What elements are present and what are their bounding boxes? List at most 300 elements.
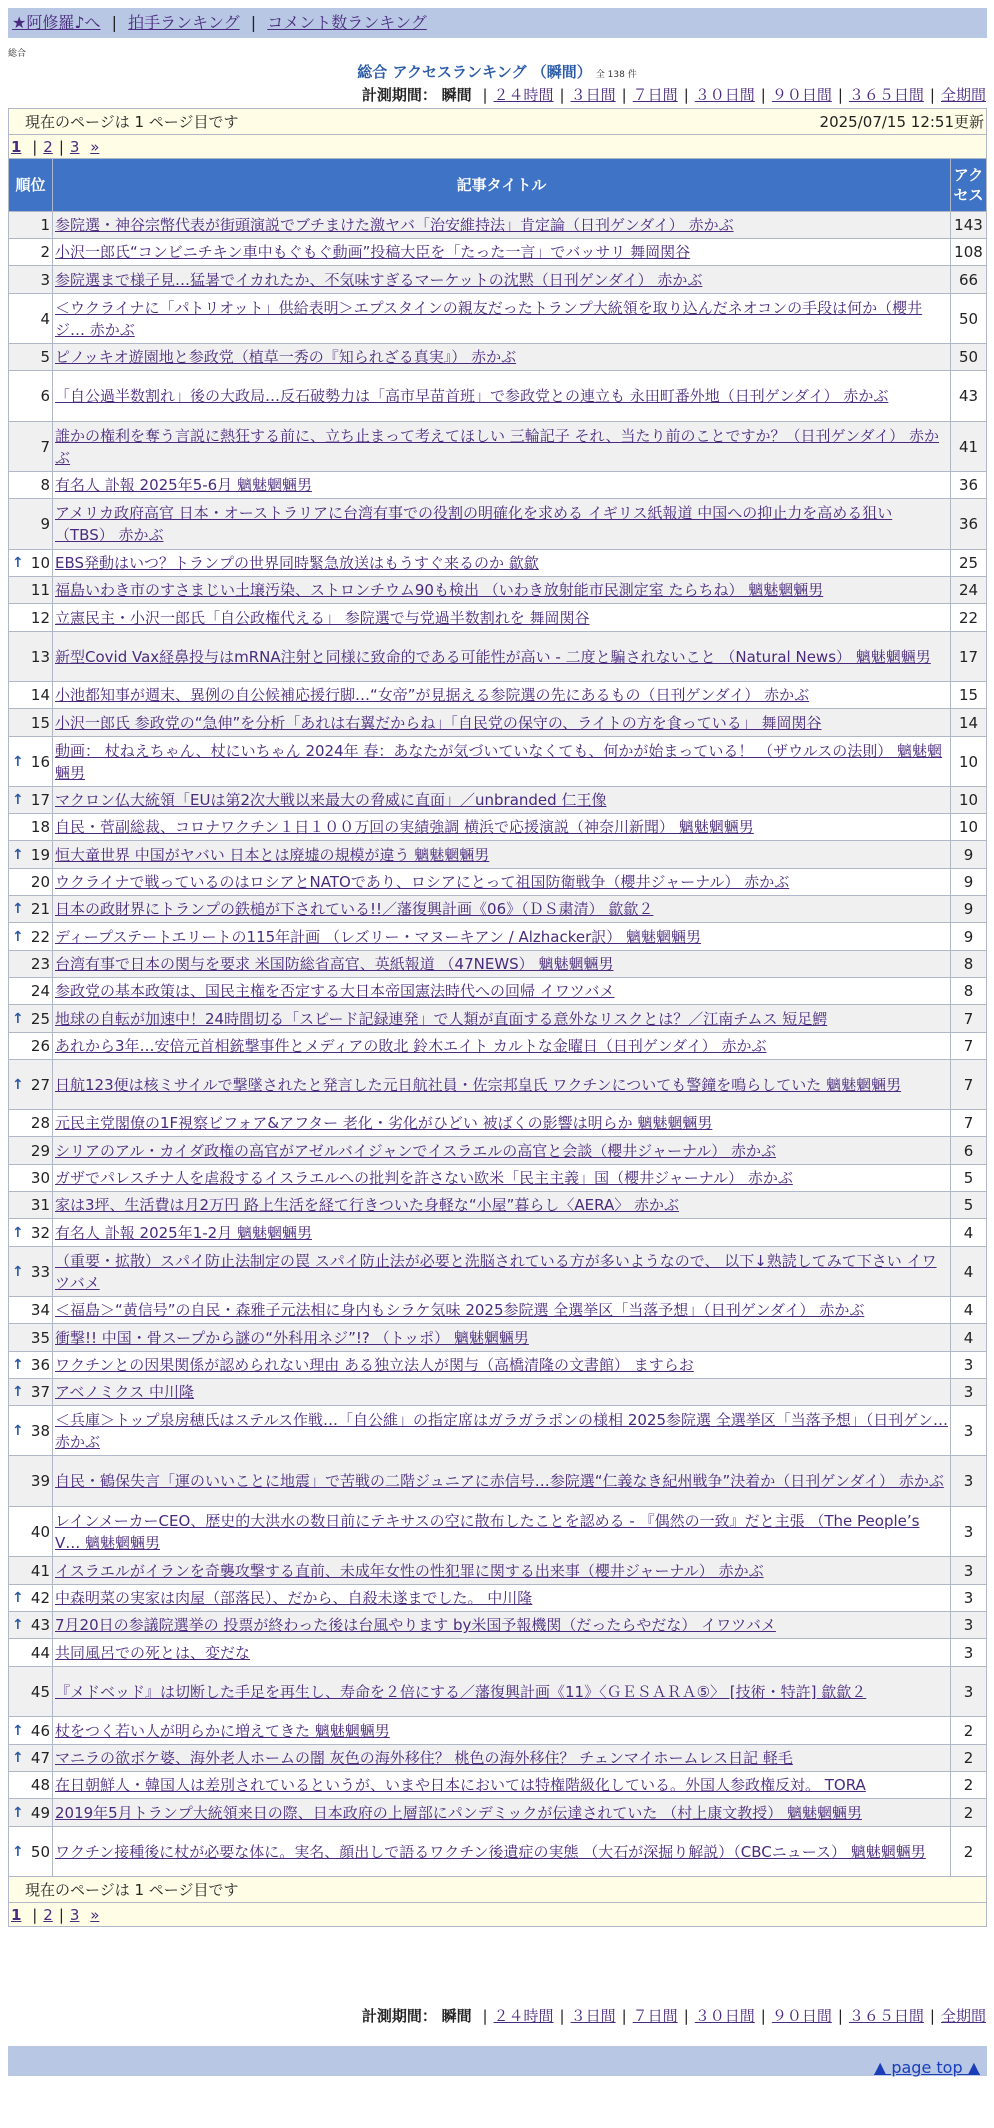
- table-row: [9, 1667, 987, 1717]
- access-count: 36: [951, 472, 987, 499]
- title-cell: [53, 896, 951, 923]
- ranking-rows: [9, 212, 987, 1877]
- rank-number: 4: [40, 309, 50, 328]
- article-title-link[interactable]: ＜ウクライナに「パトリオット」供給表明＞エプスタインの親友だったトランプ大統領を取り込んだネオコンの手段は何か（櫻井ジ… 赤かぶ: [55, 298, 923, 339]
- table-row: [9, 841, 987, 869]
- article-title-link[interactable]: 7月20日の参議院選挙の 投票が終わった後は台風やります by米国予報機関（だったらやだな） イワツバメ: [55, 1616, 776, 1634]
- title-cell: [53, 499, 951, 550]
- period-option-link[interactable]: ９０日間: [771, 2007, 832, 2025]
- period-separator: |: [683, 2007, 689, 2025]
- article-title-link[interactable]: アメリカ政府高官 日本・オーストラリアに台湾有事での役割の明確化を求める イギリス紙報道 中国への抑止力を高める狙い（TBS） 赤かぶ: [55, 504, 893, 544]
- title-cell: [53, 1192, 951, 1219]
- title-cell: [53, 1247, 951, 1297]
- rank-up-arrow-icon: ↑: [12, 1357, 24, 1373]
- pager-row: [9, 135, 987, 159]
- rank-cell: [9, 787, 53, 814]
- rank-cell: [9, 499, 53, 550]
- period-option-link[interactable]: ３日間: [570, 86, 616, 104]
- title-cell: [53, 1456, 951, 1507]
- rank-number: 28: [30, 1114, 50, 1132]
- title-cell: [53, 841, 951, 869]
- title-cell: [53, 294, 951, 344]
- article-title-link[interactable]: 衝撃!! 中国・骨スープから謎の“外科用ネジ”!? （トッポ） 魑魅魍魎男: [55, 1328, 529, 1347]
- title-cell: [53, 923, 951, 951]
- article-title-link[interactable]: 小池都知事が週末、異例の自公候補応援行脚…“女帝”が見据える参院選の先にあるもの（日刊ゲンダイ） 赤かぶ: [55, 686, 810, 704]
- pager-separator: |: [32, 137, 38, 156]
- access-count: 17: [951, 632, 987, 682]
- title-cell: [53, 709, 951, 737]
- table-row: [9, 1406, 987, 1456]
- access-count: 7: [951, 1005, 987, 1033]
- top-nav-bar: [8, 8, 987, 38]
- title-cell: [53, 422, 951, 472]
- access-count: 4: [951, 1247, 987, 1297]
- pager-page-link[interactable]: 2: [43, 1905, 53, 1924]
- article-title-link[interactable]: 立憲民主・小沢一郎氏「自公政権代える」 参院選で与党過半数割れを 舞岡関谷: [55, 608, 590, 627]
- title-cell: [53, 577, 951, 604]
- period-option-link[interactable]: ２４時間: [493, 86, 554, 104]
- access-count: 10: [951, 814, 987, 841]
- access-count: 3: [951, 1352, 987, 1379]
- rank-cell: [9, 709, 53, 737]
- rank-cell: [9, 577, 53, 604]
- article-title-link[interactable]: ピノッキオ遊園地と参政党（植草一秀の『知られざる真実』） 赤かぶ: [55, 348, 517, 366]
- title-cell: [53, 604, 951, 632]
- access-count: 3: [951, 1585, 987, 1612]
- article-title-link[interactable]: 福島いわき市のすさまじい土壌汚染、ストロンチウム90も検出 （いわき放射能市民測定室 たらちね） 魑魅魍魎男: [55, 581, 824, 599]
- title-cell: [53, 1557, 951, 1585]
- title-cell: [53, 1219, 951, 1247]
- access-count: 2: [951, 1799, 987, 1827]
- rank-number: 42: [30, 1589, 50, 1607]
- period-separator: |: [621, 2007, 627, 2025]
- pager-page-link[interactable]: 3: [69, 1905, 80, 1924]
- rank-number: 22: [30, 927, 50, 946]
- title-cell: [53, 1667, 951, 1717]
- rank-cell: [9, 1192, 53, 1219]
- page-title: [0, 61, 994, 82]
- table-row: [9, 1557, 987, 1585]
- article-title-link[interactable]: ウクライナで戦っているのはロシアとNATOであり、ロシアにとって祖国防衛戦争（櫻井ジャーナル） 赤かぶ: [55, 873, 790, 891]
- article-title-link[interactable]: マクロン仏大統領「EUは第2次大戦以来最大の脅威に直面」／unbranded 仁王像: [55, 791, 607, 809]
- access-count: 5: [951, 1165, 987, 1192]
- table-row: [9, 266, 987, 294]
- title-cell: [53, 814, 951, 841]
- article-title-link[interactable]: 元民主党閣僚の1F視察ビフォア&アフター 老化・劣化がひどい 被ばくの影響は明らか 魑魅魍魎男: [55, 1114, 713, 1132]
- access-count: 8: [951, 951, 987, 978]
- rank-cell: [9, 1507, 53, 1557]
- rank-cell: [9, 212, 53, 239]
- rank-number: 8: [40, 476, 50, 494]
- article-title-link[interactable]: ＜福島＞“黄信号”の自民・森雅子元法相に身内もシラケ気味 2025参院選 全選挙区「当落予想」（日刊ゲンダイ） 赤かぶ: [55, 1301, 865, 1319]
- article-title-link[interactable]: EBS発動はいつ？トランプの世界同時緊急放送はもうすぐ来るのか 歙歙: [55, 554, 539, 572]
- access-count: 3: [951, 1507, 987, 1557]
- article-title-link[interactable]: （重要・拡散）スパイ防止法制定の罠 スパイ防止法が必要と洗脳されている方が多いようなので、 以下↓熟読してみて下さい イワツバメ: [55, 1251, 937, 1292]
- title-cell: [53, 1352, 951, 1379]
- rank-up-arrow-icon: ↑: [12, 1804, 24, 1821]
- pager-next-bottom[interactable]: »: [90, 1905, 100, 1924]
- article-title-link[interactable]: 動画： 杖ねえちゃん、杖にいちゃん 2024年 春：あなたが気づいていなくても、何かが始まっている！ （ザウルスの法則） 魑魅魍魎男: [55, 741, 943, 782]
- current-page-text: 現在のページは 1 ページ目です: [25, 113, 239, 131]
- table-row: [9, 1060, 987, 1110]
- period-options: [476, 2007, 986, 2025]
- title-cell: [53, 371, 951, 422]
- rank-cell: [9, 1717, 53, 1745]
- article-title-link[interactable]: 有名人 訃報 2025年5-6月 魑魅魍魎男: [55, 476, 312, 494]
- rank-number: 7: [40, 437, 50, 456]
- rank-cell: [9, 896, 53, 923]
- access-count: 4: [951, 1219, 987, 1247]
- rank-number: 6: [40, 387, 50, 405]
- title-cell: [53, 1137, 951, 1165]
- article-title-link[interactable]: 参政党の基本政策は、国民主権を否定する大日本帝国憲法時代への回帰 イワツバメ: [55, 982, 615, 1000]
- access-count: 3: [951, 1379, 987, 1406]
- table-row: [9, 422, 987, 472]
- article-title-link[interactable]: ディープステートエリートの115年計画 （レズリー・マヌーキアン / Alzhacker訳） 魑魅魍魎男: [55, 927, 702, 946]
- access-count: 9: [951, 896, 987, 923]
- title-cell: [53, 212, 951, 239]
- rank-number: 3: [40, 270, 50, 289]
- rank-number: 40: [30, 1522, 50, 1541]
- ranking-table: [8, 108, 987, 1927]
- rank-number: 38: [30, 1421, 50, 1440]
- rank-cell: [9, 1324, 53, 1352]
- page-top-link[interactable]: ▲ page top ▲: [873, 2058, 980, 2077]
- table-row: [9, 499, 987, 550]
- access-count: 7: [951, 1060, 987, 1110]
- rank-number: 16: [30, 752, 50, 771]
- rank-cell: [9, 422, 53, 472]
- rank-up-arrow-icon: ↑: [12, 753, 24, 770]
- period-option-link[interactable]: ３０日間: [694, 86, 755, 104]
- rank-number: 11: [30, 581, 50, 599]
- period-current: 瞬間: [441, 86, 472, 104]
- period-option-link[interactable]: ７日間: [632, 86, 678, 104]
- table-row: [9, 239, 987, 266]
- period-option-link[interactable]: ３６５日間: [848, 86, 924, 104]
- period-option-link[interactable]: 全期間: [940, 86, 986, 104]
- title-cell: [53, 1165, 951, 1192]
- table-row: [9, 1379, 987, 1406]
- title-cell: [53, 1406, 951, 1456]
- rank-cell: [9, 1005, 53, 1033]
- table-row: [9, 951, 987, 978]
- table-row: [9, 1639, 987, 1667]
- period-separator: |: [482, 2007, 488, 2025]
- access-count: 6: [951, 1137, 987, 1165]
- rank-cell: [9, 1772, 53, 1799]
- table-row: [9, 978, 987, 1005]
- article-title-link[interactable]: ガザでパレスチナ人を虐殺するイスラエルへの批判を許さない欧米「民主主義」国（櫻井ジャーナル） 赤かぶ: [55, 1169, 793, 1187]
- rank-number: 10: [30, 554, 50, 572]
- article-title-link[interactable]: レインメーカーCEO、歴史的大洪水の数日前にテキサスの空に散布したことを認める - 『偶然の一致』だと主張 （The People’s V… 魑魅魍魎男: [55, 1511, 920, 1552]
- period-option-link[interactable]: ３６５日間: [848, 2007, 924, 2025]
- access-count: 3: [951, 1639, 987, 1667]
- comment-ranking-link[interactable]: コメント数ランキング: [267, 13, 427, 32]
- article-title-link[interactable]: 自民・菅副総裁、コロナワクチン１日１００万回の実績強調 横浜で応援演説（神奈川新聞） 魑魅魍魎男: [55, 818, 754, 836]
- rank-cell: [9, 1406, 53, 1456]
- rank-number: 39: [30, 1472, 50, 1490]
- period-option-link[interactable]: ７日間: [632, 2007, 678, 2025]
- nav-separator: |: [250, 13, 257, 32]
- table-row: [9, 709, 987, 737]
- pager-current-bottom[interactable]: 1: [11, 1905, 22, 1924]
- pager-pages-bottom: [26, 1906, 79, 1924]
- rank-cell: [9, 266, 53, 294]
- table-row: [9, 923, 987, 951]
- rank-number: 23: [30, 955, 50, 973]
- article-title-link[interactable]: 杖をつく若い人が明らかに増えてきた 魑魅魍魎男: [55, 1721, 390, 1740]
- rank-cell: [9, 239, 53, 266]
- title-cell: [53, 1639, 951, 1667]
- rank-number: 31: [30, 1196, 50, 1214]
- access-count: 22: [951, 604, 987, 632]
- clap-ranking-link[interactable]: 拍手ランキング: [128, 13, 240, 32]
- access-count: 4: [951, 1324, 987, 1352]
- period-separator: |: [683, 86, 689, 104]
- period-option-link[interactable]: ３０日間: [694, 2007, 755, 2025]
- rank-up-arrow-icon: ↑: [12, 1843, 24, 1860]
- article-title-link[interactable]: 「自公過半数割れ」後の大政局…反石破勢力は「高市早苗首班」で参政党との連立も 永田町番外地（日刊ゲンダイ） 赤かぶ: [55, 387, 889, 405]
- rank-number: 19: [30, 845, 50, 864]
- period-separator: |: [760, 86, 766, 104]
- pager-current[interactable]: 1: [11, 137, 22, 156]
- rank-up-arrow-icon: ↑: [12, 1010, 24, 1027]
- article-title-link[interactable]: アベノミクス 中川隆: [55, 1383, 195, 1401]
- rank-number: 25: [30, 1009, 50, 1028]
- access-count: 4: [951, 1297, 987, 1324]
- rank-number: 15: [30, 713, 50, 732]
- article-title-link[interactable]: 誰かの権利を奪う言説に熱狂する前に、立ち止まって考えてほしい 三輪記子 それ、当たり前のことですか？（日刊ゲンダイ） 赤かぶ: [55, 426, 940, 467]
- article-title-link[interactable]: 小沢一郎氏 参政党の“急伸”を分析「あれは右翼だからね」「自民党の保守の、ライトの方を食っている」 舞岡関谷: [55, 713, 822, 732]
- rank-cell: [9, 1639, 53, 1667]
- table-row: [9, 344, 987, 371]
- title-cell: [53, 239, 951, 266]
- title-cell: [53, 1005, 951, 1033]
- table-row: [9, 1137, 987, 1165]
- pager-page-link[interactable]: 2: [43, 137, 53, 156]
- rank-cell: [9, 1557, 53, 1585]
- rank-number: 45: [30, 1682, 50, 1701]
- period-separator: |: [760, 2007, 766, 2025]
- article-title-link[interactable]: 中森明菜の実家は肉屋（部落民）、だから、自殺未遂までした。 中川隆: [55, 1589, 533, 1607]
- period-separator: |: [621, 86, 627, 104]
- access-count: 2: [951, 1827, 987, 1877]
- article-title-link[interactable]: 『メドベッド』は切断した手足を再生し、寿命を２倍にする／藩復興計画《11》〈ＧＥＳＡＲＡ⑤〉 [技術・特許] 歙歙２: [55, 1682, 867, 1701]
- access-count: 5: [951, 1192, 987, 1219]
- rank-number: 43: [30, 1616, 50, 1634]
- title-cell: [53, 1827, 951, 1877]
- rank-number: 37: [30, 1383, 50, 1401]
- period-current: 瞬間: [441, 2007, 472, 2025]
- rank-cell: [9, 1033, 53, 1060]
- article-title-link[interactable]: 共同風呂での死とは、変だな: [55, 1643, 251, 1662]
- access-count: 25: [951, 550, 987, 577]
- access-count: 41: [951, 422, 987, 472]
- table-row: [9, 682, 987, 709]
- rank-cell: [9, 1667, 53, 1717]
- rank-cell: [9, 371, 53, 422]
- access-count: 15: [951, 682, 987, 709]
- article-title-link[interactable]: マニラの欲ボケ婆、海外老人ホームの闇 灰色の海外移住？ 桃色の海外移住？ チェンマイホームレス日記 軽毛: [55, 1749, 793, 1767]
- rank-cell: [9, 1247, 53, 1297]
- period-option-link[interactable]: ３日間: [570, 2007, 616, 2025]
- access-count: 108: [951, 239, 987, 266]
- access-count: 143: [951, 212, 987, 239]
- title-cell: [53, 344, 951, 371]
- rank-cell: [9, 294, 53, 344]
- pager-page-link[interactable]: 3: [69, 137, 80, 156]
- rank-number: 21: [30, 900, 50, 918]
- pager-next[interactable]: »: [90, 137, 100, 156]
- article-title-link[interactable]: 恒大童世界 中国がヤバい 日本とは廃墟の規模が違う 魑魅魍魎男: [55, 845, 490, 864]
- period-separator: |: [837, 86, 843, 104]
- table-row: [9, 814, 987, 841]
- article-title-link[interactable]: イスラエルがイランを奇襲攻撃する直前、未成年女性の性犯罪に関する出来事（櫻井ジャーナル） 赤かぶ: [55, 1561, 764, 1580]
- article-title-link[interactable]: ワクチン接種後に杖が必要な体に。実名、顔出しで語るワクチン後遺症の実態 （大石が深掘り解説）（CBCニュース） 魑魅魍魎男: [55, 1842, 926, 1861]
- period-label: 計測期間：: [361, 2007, 437, 2025]
- article-title-link[interactable]: 2019年5月トランプ大統領来日の際、日本政府の上層部にパンデミックが伝達されていた （村上康文教授） 魑魅魍魎男: [55, 1803, 862, 1822]
- rank-cell: [9, 1297, 53, 1324]
- title-cell: [53, 1110, 951, 1137]
- title-cell: [53, 787, 951, 814]
- access-count: 9: [951, 869, 987, 896]
- access-count: 2: [951, 1772, 987, 1799]
- period-separator: |: [929, 86, 935, 104]
- rank-cell: [9, 841, 53, 869]
- table-row: [9, 1192, 987, 1219]
- item-count: 全 138 件: [595, 70, 637, 80]
- rank-number: 30: [30, 1169, 50, 1187]
- period-separator: |: [559, 86, 565, 104]
- rank-number: 29: [30, 1141, 50, 1160]
- rank-cell: [9, 344, 53, 371]
- access-count: 10: [951, 787, 987, 814]
- rank-number: 12: [30, 608, 50, 627]
- title-cell: [53, 737, 951, 787]
- access-count: 50: [951, 294, 987, 344]
- rank-up-arrow-icon: ↑: [12, 1224, 24, 1241]
- rank-up-arrow-icon: ↑: [12, 1617, 24, 1633]
- article-title-link[interactable]: ＜兵庫＞トップ泉房穂氏はステルス作戦…「自公維」の指定席はガラガラポンの様相 2025参院選 全選挙区「当落予想」（日刊ゲン… 赤かぶ: [55, 1410, 948, 1451]
- rank-number: 24: [30, 982, 50, 1000]
- access-count: 3: [951, 1612, 987, 1639]
- article-title-link[interactable]: シリアのアル・カイダ政権の高官がアゼルバイジャンでイスラエルの高官と会談（櫻井ジャーナル） 赤かぶ: [55, 1141, 777, 1160]
- article-title-link[interactable]: 在日朝鮮人・韓国人は差別されているというが、いまや日本においては特権階級化している。外国人参政権反対。 TORA: [55, 1776, 866, 1794]
- access-count: 3: [951, 1557, 987, 1585]
- article-title-link[interactable]: 小沢一郎氏“コンビニチキン車中もぐもぐ動画”投稿大臣を「たった一言」でバッサリ 舞岡関谷: [55, 243, 691, 261]
- footer-bar: [8, 2046, 987, 2076]
- rank-number: 46: [30, 1721, 50, 1740]
- rank-cell: [9, 682, 53, 709]
- article-title-link[interactable]: 新型Covid Vax経鼻投与はmRNA注射と同様に致命的である可能性が高い - 二度と騙されないこと （Natural News） 魑魅魍魎男: [55, 647, 931, 666]
- article-title-link[interactable]: 日本の政財界にトランプの鉄槌が下されている!!／藩復興計画《06》（ＤＳ粛清） 歙歙２: [55, 900, 654, 918]
- table-row: [9, 577, 987, 604]
- rank-up-arrow-icon: ↑: [12, 1422, 24, 1439]
- info-row: [9, 109, 987, 135]
- table-row: [9, 212, 987, 239]
- access-count: 7: [951, 1110, 987, 1137]
- rank-number: 20: [30, 873, 50, 891]
- info-row-bottom: [9, 1877, 987, 1903]
- article-title-link[interactable]: あれから3年…安倍元首相銃撃事件とメディアの敗北 鈴木エイト カルトな金曜日（日刊ゲンダイ） 赤かぶ: [55, 1037, 767, 1055]
- title-cell: [53, 266, 951, 294]
- rank-cell: [9, 1799, 53, 1827]
- period-option-link[interactable]: ２４時間: [493, 2007, 554, 2025]
- pager-row-bottom: [9, 1903, 987, 1927]
- rank-number: 14: [30, 686, 50, 704]
- table-row: [9, 1827, 987, 1877]
- access-count: 50: [951, 344, 987, 371]
- title-cell: [53, 1297, 951, 1324]
- period-separator: |: [929, 2007, 935, 2025]
- article-title-link[interactable]: 参院選まで様子見…猛暑でイカれたか、不気味すぎるマーケットの沈黙（日刊ゲンダイ） 赤かぶ: [55, 270, 703, 289]
- article-title-link[interactable]: 家は3坪、生活費は月2万円 路上生活を経て行きついた身軽な“小屋”暮らし〈AERA〉 赤かぶ: [55, 1196, 679, 1214]
- period-options: [476, 86, 986, 104]
- ranking-title: 総合 アクセスランキング （瞬間）: [357, 63, 592, 81]
- table-row: [9, 632, 987, 682]
- rank-number: 17: [30, 791, 50, 809]
- title-cell: [53, 1585, 951, 1612]
- rank-cell: [9, 1219, 53, 1247]
- period-selector-bottom: [362, 2005, 986, 2026]
- table-row: [9, 1005, 987, 1033]
- article-title-link[interactable]: 日航123便は核ミサイルで撃墜されたと発言した元日航社員・佐宗邦皇氏 ワクチンについても警鐘を鳴らしていた 魑魅魍魎男: [55, 1075, 902, 1094]
- rank-cell: [9, 1585, 53, 1612]
- article-title-link[interactable]: 有名人 訃報 2025年1-2月 魑魅魍魎男: [55, 1223, 312, 1242]
- article-title-link[interactable]: 地球の自転が加速中！24時間切る「スピード記録連発」で人類が直面する意外なリスクとは？／江南チムス 短足鰐: [55, 1009, 828, 1028]
- title-cell: [53, 869, 951, 896]
- title-cell: [53, 951, 951, 978]
- title-cell: [53, 978, 951, 1005]
- table-header: [9, 159, 987, 212]
- access-count: 3: [951, 1667, 987, 1717]
- rank-up-arrow-icon: ↑: [12, 1384, 24, 1400]
- rank-up-arrow-icon: ↑: [12, 928, 24, 945]
- rank-number: 2: [40, 243, 50, 261]
- rank-up-arrow-icon: ↑: [12, 901, 24, 917]
- table-row: [9, 1799, 987, 1827]
- rank-number: 13: [30, 647, 50, 666]
- rank-up-arrow-icon: ↑: [12, 792, 24, 808]
- access-header: アクセス: [951, 159, 987, 212]
- rank-number: 49: [30, 1803, 50, 1822]
- home-link[interactable]: ★阿修羅♪へ: [12, 13, 101, 32]
- title-cell: [53, 472, 951, 499]
- article-title-link[interactable]: 自民・鶴保失言「運のいいことに地震」で苦戦の二階ジュニアに赤信号…参院選“仁義なき紀州戦争”決着か（日刊ゲンダイ） 赤かぶ: [55, 1472, 944, 1490]
- table-row: [9, 1247, 987, 1297]
- rank-cell: [9, 472, 53, 499]
- rank-number: 32: [30, 1223, 50, 1242]
- access-count: 2: [951, 1717, 987, 1745]
- article-title-link[interactable]: 台湾有事で日本の関与を要求 米国防総省高官、英紙報道 （47NEWS） 魑魅魍魎男: [55, 955, 614, 973]
- rank-cell: [9, 1379, 53, 1406]
- title-cell: [53, 1745, 951, 1772]
- current-page-text-bottom: 現在のページは 1 ページ目です: [25, 1881, 239, 1899]
- article-title-link[interactable]: ワクチンとの因果関係が認められない理由 ある独立法人が関与（高橋清隆の文書館） ますらお: [55, 1356, 694, 1374]
- title-cell: [53, 1033, 951, 1060]
- title-cell: [53, 1799, 951, 1827]
- rank-cell: [9, 1827, 53, 1877]
- nav-separator: |: [111, 13, 118, 32]
- table-row: [9, 787, 987, 814]
- pager-separator: |: [58, 137, 64, 156]
- table-row: [9, 896, 987, 923]
- rank-cell: [9, 1612, 53, 1639]
- period-option-link[interactable]: ９０日間: [771, 86, 832, 104]
- period-option-link[interactable]: 全期間: [940, 2007, 986, 2025]
- article-title-link[interactable]: 参院選・神谷宗幣代表が街頭演説でブチまけた激ヤバ「治安維持法」肯定論（日刊ゲンダイ） 赤かぶ: [55, 216, 734, 234]
